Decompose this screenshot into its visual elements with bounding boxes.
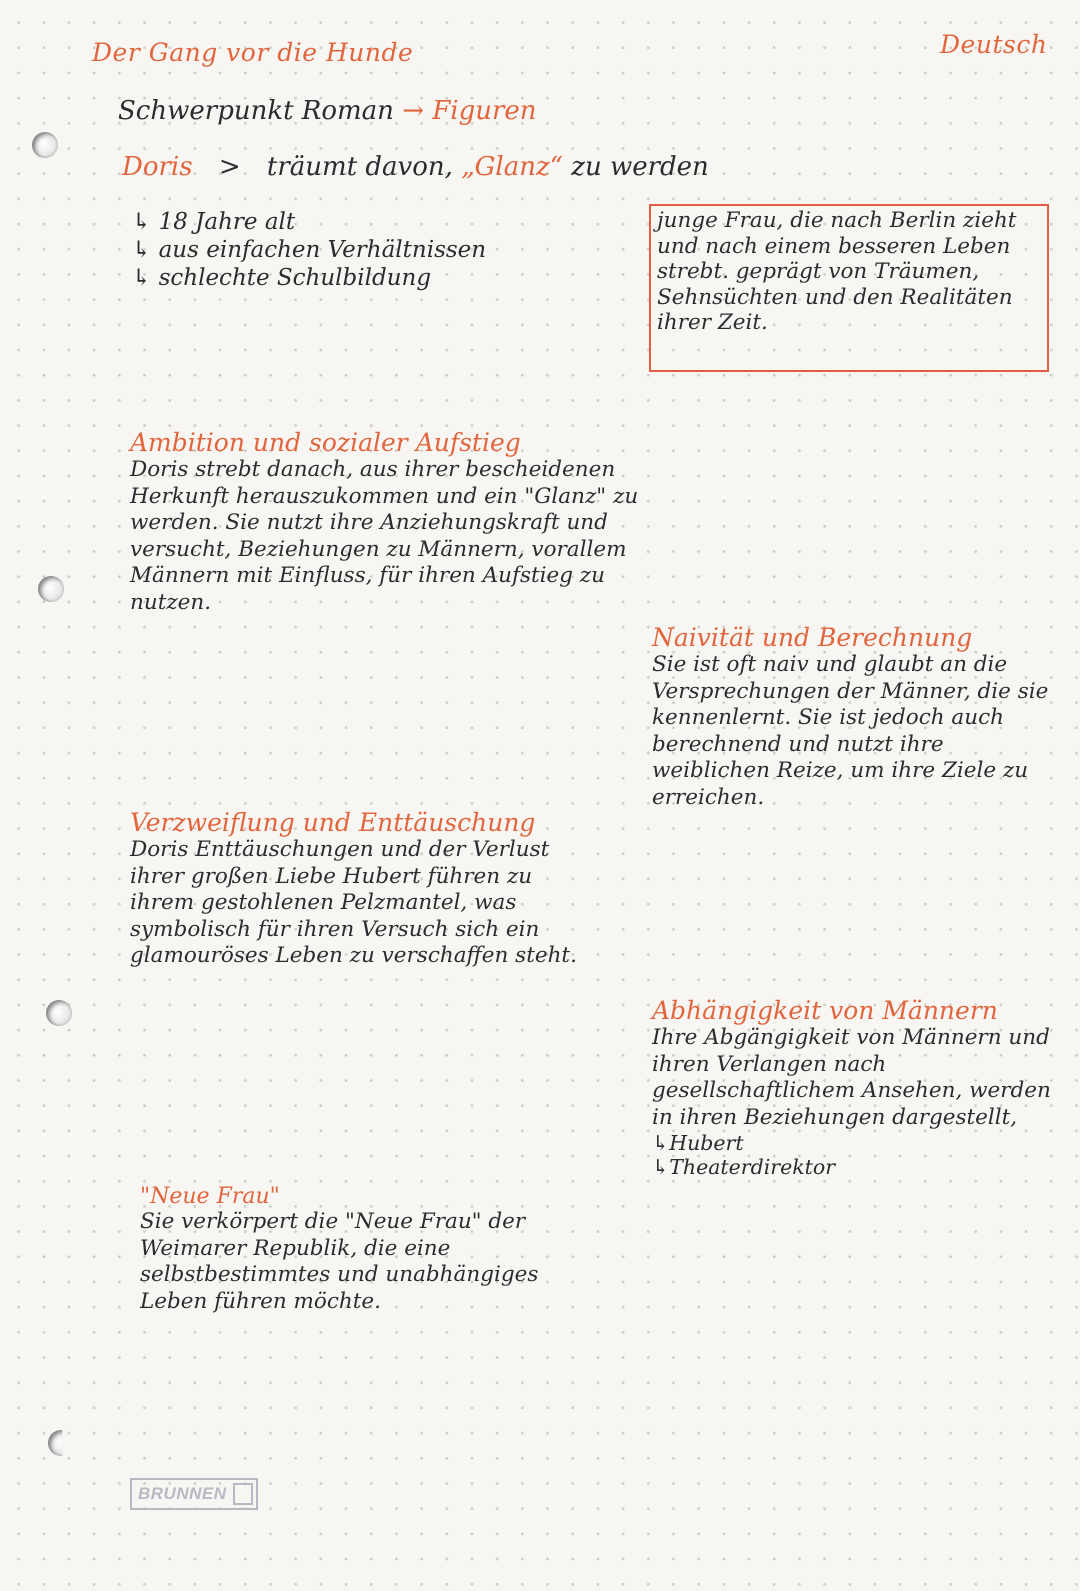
character-line [122,152,709,182]
summary-text: junge Frau, die nach Berlin zieht und nach einem besseren Leben strebt. geprägt von Träumen, Sehnsüchten und den Realitäten ihrer Zeit. [657,208,1017,335]
brand-name: BRUNNEN [138,1484,227,1503]
list-item: ↳ schlechte Schulbildung [132,264,486,292]
list-item: ↳ aus einfachen Verhältnissen [132,236,486,264]
section-dependence [652,996,1052,1179]
section-title: Verzweiflung und Enttäuschung [130,808,536,837]
punch-hole [48,1430,74,1456]
page-title: Der Gang vor die Hunde [92,38,414,67]
section-body: Doris Enttäuschungen und der Verlust ihrer großen Liebe Hubert führen zu ihrem gestohlenen Pelzmantel, was symbolisch für ihren Versuch sich ein glamouröses Leben zu verschaffen steht. [130,837,577,968]
section-ambition [130,428,660,616]
arrow-icon: > [218,152,241,182]
arrow-right-icon: → [402,96,424,126]
section-title: Ambition und sozialer Aufstieg [130,428,521,457]
trait-list [132,208,486,292]
section-body: Ihre Abgängigkeit von Männern und ihren Verlangen nach gesellschaftlichem Ansehen, werden in ihren Beziehungen dargestellt, [652,1025,1051,1130]
list-item: ↳ Hubert [652,1131,1052,1155]
section-body: Sie verkörpert die "Neue Frau" der Weimarer Republik, die eine selbstbestimmtes und unabhängiges Leben führen möchte. [140,1209,539,1314]
section-title: Naivität und Berechnung [652,623,973,652]
focus-text: Schwerpunkt Roman [118,96,394,126]
section-despair [130,808,585,970]
punch-hole [46,1000,72,1026]
punch-hole [32,132,58,158]
relation-list [652,1131,1052,1179]
dream-text-end: zu werden [562,152,709,182]
character-summary-box [649,204,1049,372]
focus-line [118,96,537,126]
section-naivety [652,623,1052,811]
section-body: Sie ist oft naiv und glaubt an die Versprechungen der Männer, die sie kennenlernt. Sie ist jedoch auch berechnend und nutzt ihre weiblichen Reize, um ihre Ziele zu erreichen. [652,652,1049,810]
section-body: Doris strebt danach, aus ihrer bescheidenen Herkunft herauszukommen und ein "Glanz" zu werden. Sie nutzt ihre Anziehungskraft und versucht, Beziehungen zu Männern, vorallem Männern mit Einfluss, für ihren Aufstieg zu nutzen. [130,457,639,615]
section-new-woman [140,1184,610,1315]
section-title: Abhängigkeit von Männern [652,996,998,1025]
list-item: ↳ 18 Jahre alt [132,208,486,236]
dream-text: träumt davon, [266,152,462,182]
punch-hole [38,576,64,602]
character-name: Doris [122,152,193,182]
brand-logo [130,1478,258,1510]
focus-highlight: Figuren [432,96,537,126]
list-item: ↳ Theaterdirektor [652,1155,1052,1179]
glanz-highlight: „Glanz“ [461,152,563,182]
brand-mark-icon [233,1483,253,1505]
section-title: "Neue Frau" [140,1184,280,1209]
subject-label: Deutsch [940,30,1048,59]
